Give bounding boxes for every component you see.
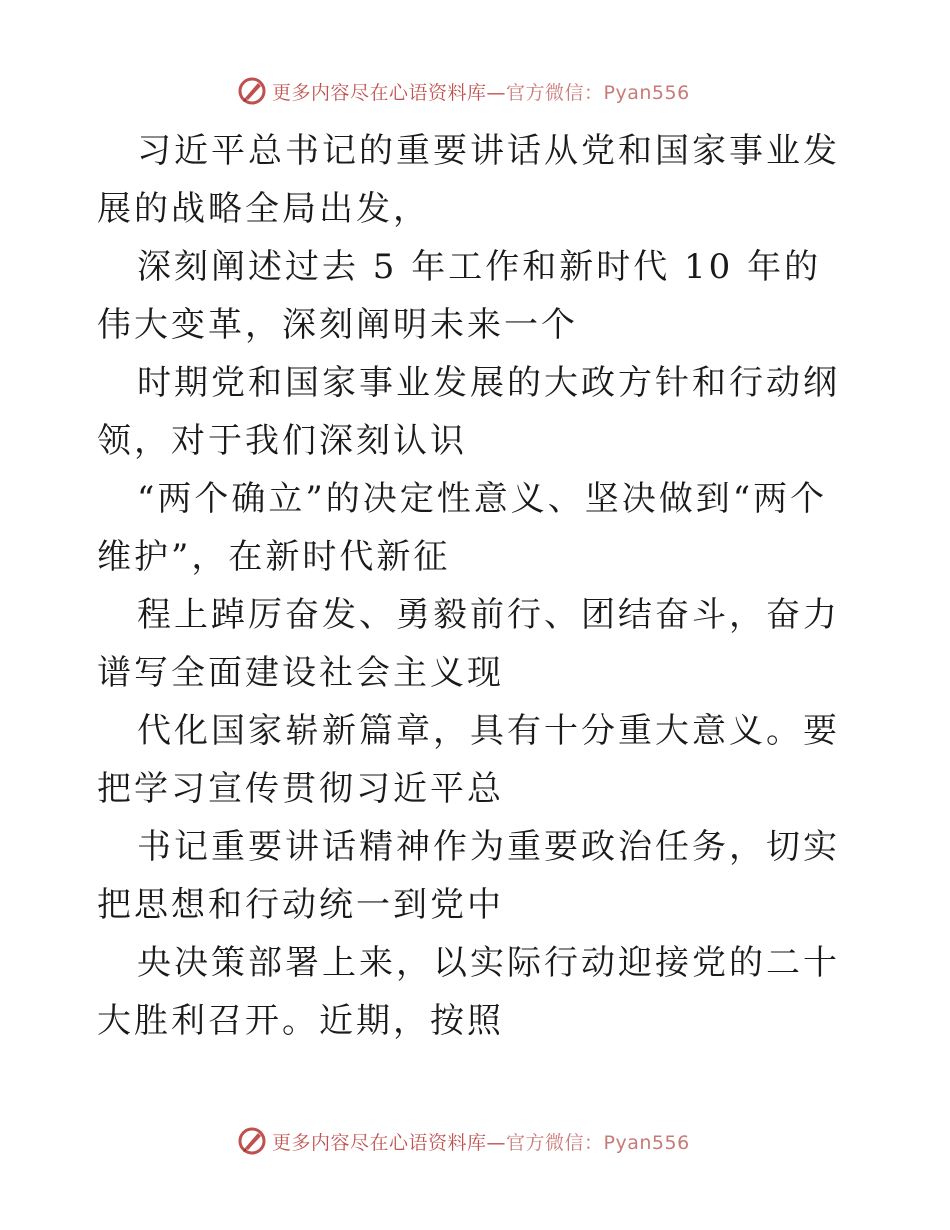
watermark-text: 更多内容尽在心语资料库—官方微信：Pyan556 — [272, 81, 690, 104]
document-body — [97, 122, 857, 1050]
paragraph: 深刻阐述过去 5 年工作和新时代 10 年的伟大变革，深刻阐明未来一个 — [97, 247, 822, 345]
footer-watermark — [236, 1124, 690, 1158]
paragraph: 时期党和国家事业发展的大政方针和行动纲领，对于我们深刻认识 — [97, 363, 840, 461]
paragraph: 书记重要讲话精神作为重要政治任务，切实把思想和行动统一到党中 — [97, 827, 840, 925]
pen-logo-icon — [236, 1125, 268, 1157]
header-watermark — [236, 74, 690, 108]
paragraph: 习近平总书记的重要讲话从党和国家事业发展的战略全局出发， — [97, 131, 840, 229]
watermark-text: 更多内容尽在心语资料库—官方微信：Pyan556 — [272, 1131, 690, 1154]
paragraph: “两个确立”的决定性意义、坚决做到“两个维护”，在新时代新征 — [97, 479, 828, 577]
paragraph: 代化国家崭新篇章，具有十分重大意义。要把学习宣传贯彻习近平总 — [97, 711, 840, 809]
paragraph: 程上踔厉奋发、勇毅前行、团结奋斗，奋力谱写全面建设社会主义现 — [97, 595, 840, 693]
pen-logo-icon — [236, 75, 268, 107]
paragraph: 央决策部署上来，以实际行动迎接党的二十大胜利召开。近期，按照 — [97, 943, 840, 1041]
